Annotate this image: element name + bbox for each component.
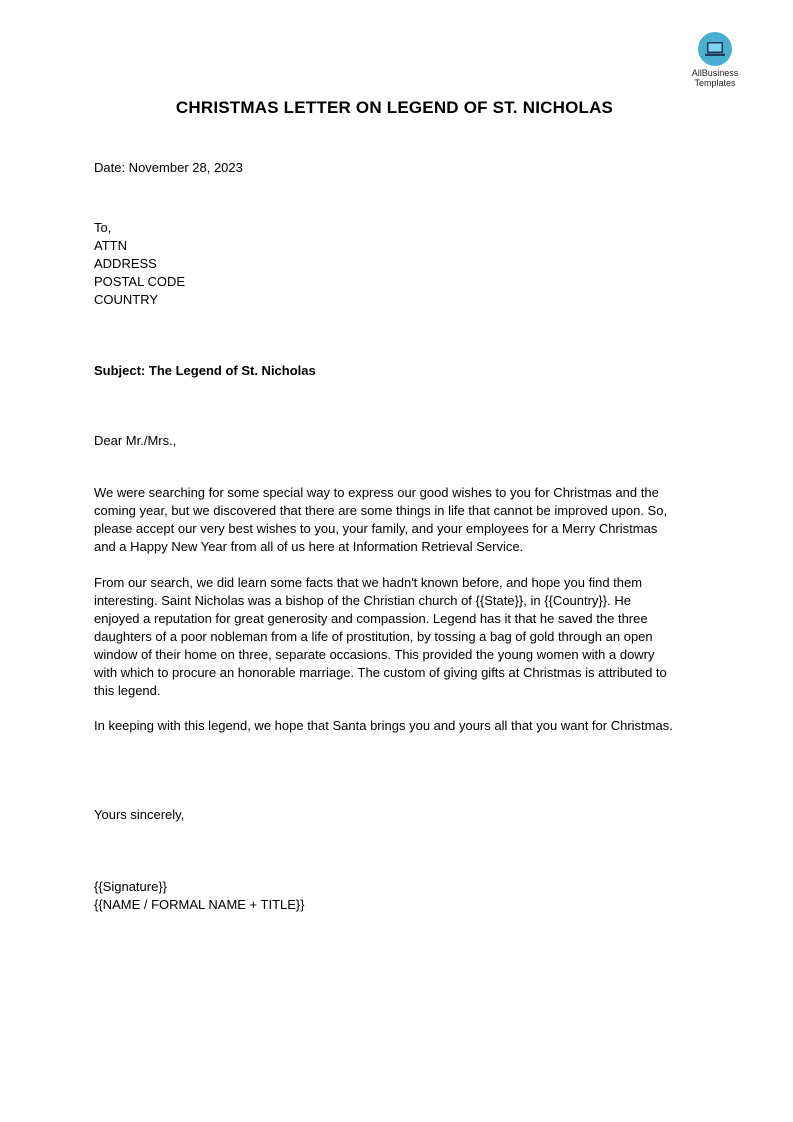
closing: Yours sincerely, <box>94 807 185 822</box>
paragraph-line: From our search, we did learn some facts that we hadn't known before, and hope you find them <box>94 575 643 590</box>
recipient-country: COUNTRY <box>94 292 159 307</box>
recipient-attn: ATTN <box>94 238 127 253</box>
paragraph-line: We were searching for some special way to express our good wishes to you for Christmas and the <box>94 485 659 500</box>
subject-line: Subject: The Legend of St. Nicholas <box>94 363 316 378</box>
paragraph-line: enjoyed a reputation for great generosity and compassion. Legend has it that he saved the three <box>94 611 648 626</box>
recipient-to: To, <box>94 220 112 235</box>
paragraph-2 <box>94 574 699 700</box>
salutation: Dear Mr./Mrs., <box>94 433 177 448</box>
laptop-icon <box>698 32 732 66</box>
paragraph-line: window of their home on three, separate occasions. This provided the young women with a dowry <box>94 647 655 662</box>
paragraph-line: with which to procure an honorable marriage. The custom of giving gifts at Christmas is attributed to <box>94 665 667 680</box>
paragraph-1 <box>94 484 699 556</box>
paragraph-line: daughters of a poor nobleman from a life of prostitution, by tossing a bag of gold through an open <box>94 629 653 644</box>
logo-text-line1: AllBusiness <box>691 68 739 78</box>
company-logo <box>684 32 746 88</box>
paragraph-3: In keeping with this legend, we hope that Santa brings you and yours all that you want for Christmas. <box>94 718 673 733</box>
page-title: CHRISTMAS LETTER ON LEGEND OF ST. NICHOLAS <box>175 98 614 117</box>
name-title-placeholder: {{NAME / FORMAL NAME + TITLE}} <box>94 897 305 912</box>
recipient-address: ADDRESS <box>94 256 157 271</box>
paragraph-line: and a Happy New Year from all of us here at Information Retrieval Service. <box>94 539 524 554</box>
paragraph-line: this legend. <box>94 683 161 698</box>
paragraph-line: coming year, but we discovered that there are some things in life that cannot be improved upon. So, <box>94 503 668 518</box>
paragraph-line: interesting. Saint Nicholas was a bishop of the Christian church of {{State}}, in {{Country}}. He <box>94 593 631 608</box>
date-line: Date: November 28, 2023 <box>94 160 243 175</box>
signature-placeholder: {{Signature}} <box>94 879 168 894</box>
logo-text-line2: Templates <box>694 78 736 88</box>
paragraph-line: please accept our very best wishes to you, your family, and your employees for a Merry Christmas <box>94 521 658 536</box>
recipient-postal-code: POSTAL CODE <box>94 274 186 289</box>
